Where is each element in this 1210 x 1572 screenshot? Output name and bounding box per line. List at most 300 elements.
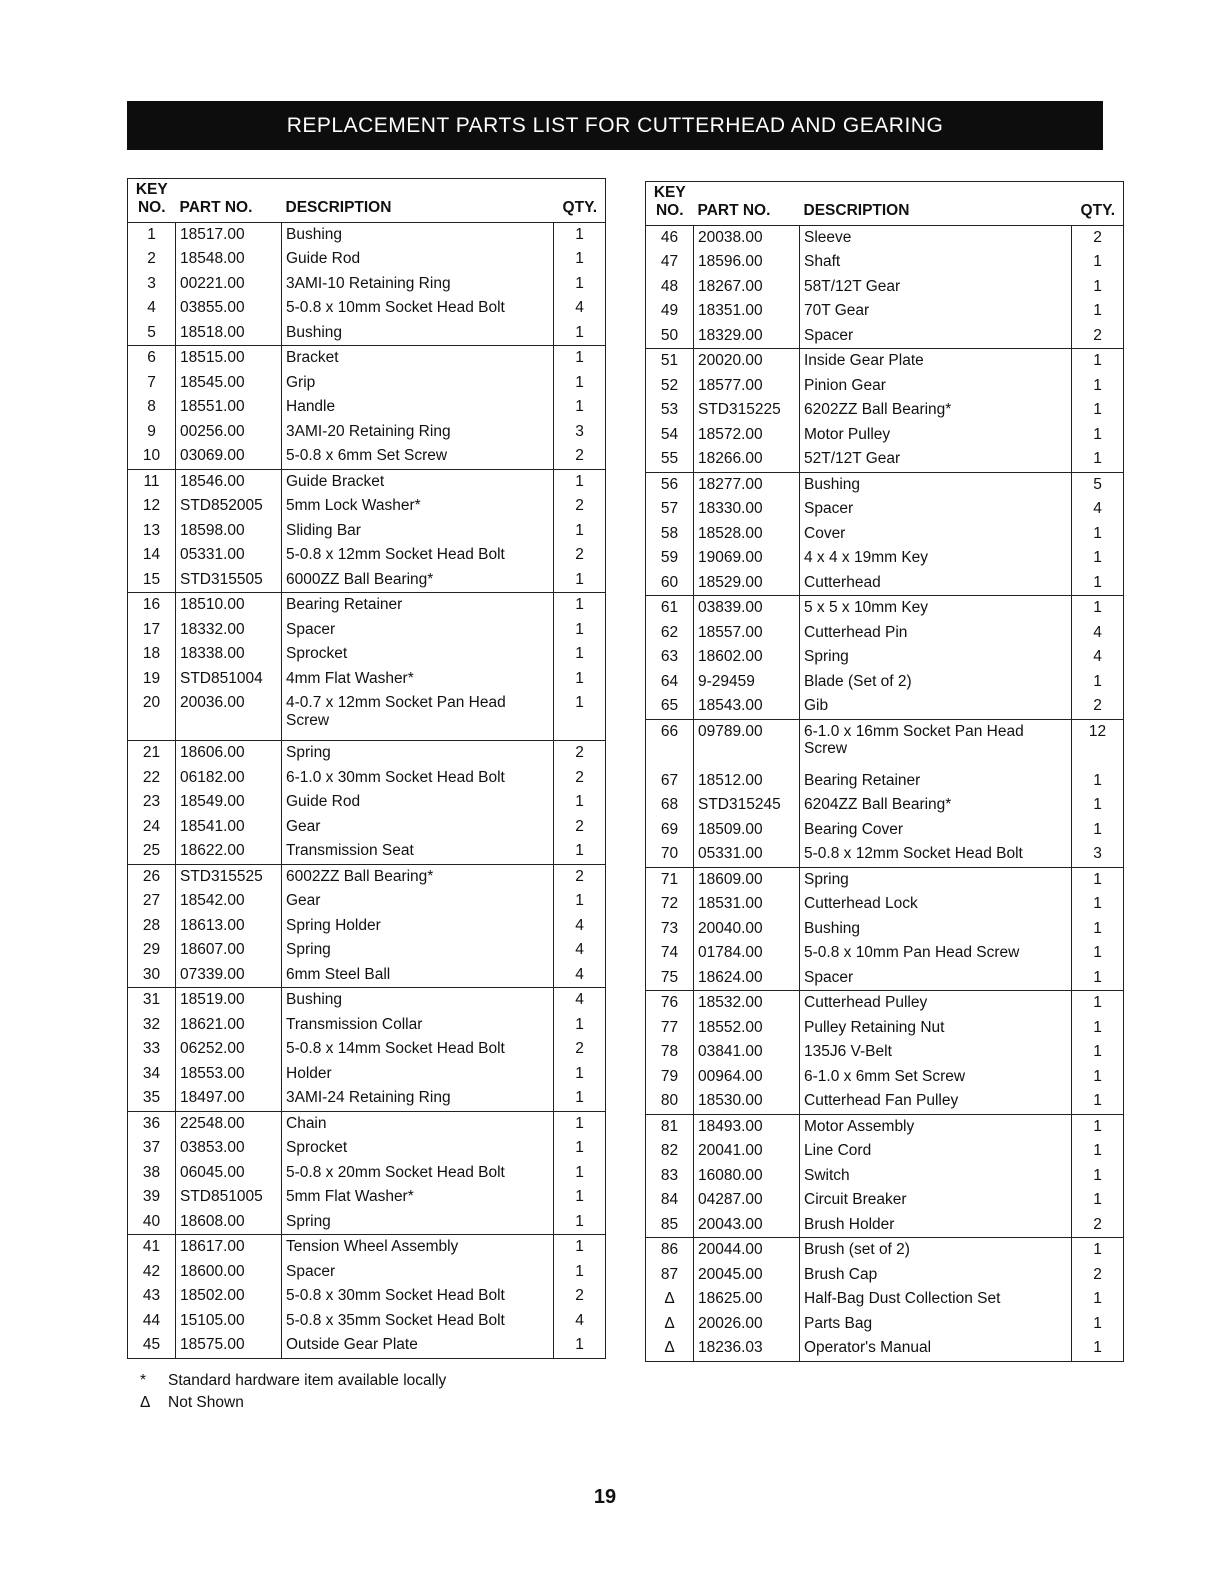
part-no-cell: 18502.00 — [176, 1284, 282, 1309]
qty-cell: 1 — [1072, 991, 1124, 1016]
key-no-cell: 69 — [660, 820, 679, 838]
part-no-cell: 18517.00 — [176, 222, 282, 247]
part-no-cell: 18518.00 — [176, 321, 282, 346]
part-no-cell: 18551.00 — [176, 395, 282, 420]
part-no-cell: 18236.03 — [694, 1336, 800, 1361]
description-cell: 5-0.8 x 12mm Socket Head Bolt — [282, 543, 554, 568]
key-no-cell: 78 — [660, 1043, 679, 1061]
qty-cell: 5 — [1072, 472, 1124, 497]
qty-cell: 1 — [1072, 1238, 1124, 1263]
qty-cell: 2 — [554, 766, 606, 791]
table-row — [646, 1016, 1124, 1041]
qty-cell: 2 — [554, 1284, 606, 1309]
description-cell: Blade (Set of 2) — [800, 670, 1072, 695]
footnotes — [140, 1370, 446, 1414]
part-no-cell: 20044.00 — [694, 1238, 800, 1263]
table-row — [128, 889, 606, 914]
part-no-cell: 9-29459 — [694, 670, 800, 695]
description-cell: 5-0.8 x 30mm Socket Head Bolt — [282, 1284, 554, 1309]
description-cell: Sprocket — [282, 642, 554, 667]
qty-cell: 1 — [1072, 1188, 1124, 1213]
table-row — [646, 1040, 1124, 1065]
table-row — [646, 1114, 1124, 1139]
description-cell: Line Cord — [800, 1139, 1072, 1164]
asterisk-note: Standard hardware item available locally — [168, 1372, 447, 1389]
part-no-cell: 15105.00 — [176, 1309, 282, 1334]
key-no-cell: 80 — [646, 1089, 694, 1114]
part-no-cell: 00256.00 — [176, 420, 282, 445]
part-no-cell: 18543.00 — [694, 694, 800, 719]
part-no-cell: 18531.00 — [694, 892, 800, 917]
table-row — [128, 864, 606, 889]
key-no-cell: Δ — [646, 1336, 694, 1361]
table-header-row — [646, 182, 1124, 226]
part-no-cell: 18510.00 — [176, 593, 282, 618]
part-no-cell: 18338.00 — [176, 642, 282, 667]
table-row — [128, 1260, 606, 1285]
key-no-cell: 81 — [660, 1117, 679, 1135]
table-row — [128, 469, 606, 494]
key-no-cell: 70 — [646, 842, 694, 867]
part-no-cell: 18602.00 — [694, 645, 800, 670]
part-no-cell: 18613.00 — [176, 914, 282, 939]
description-cell: 6204ZZ Ball Bearing* — [800, 793, 1072, 818]
part-no-cell: STD315225 — [694, 398, 800, 423]
part-no-cell: 18332.00 — [176, 618, 282, 643]
key-no-cell: 68 — [660, 796, 679, 814]
qty-cell: 12 — [1072, 719, 1124, 769]
table-row — [646, 892, 1124, 917]
description-cell: Brush Cap — [800, 1263, 1072, 1288]
table-row — [646, 571, 1124, 596]
table-row — [128, 519, 606, 544]
key-no-cell: 17 — [142, 620, 161, 638]
qty-cell: 1 — [554, 247, 606, 272]
description-cell: Bearing Cover — [800, 818, 1072, 843]
part-no-cell: 18625.00 — [694, 1287, 800, 1312]
part-no-cell: 18596.00 — [694, 250, 800, 275]
qty-cell: 1 — [1072, 1139, 1124, 1164]
key-no-cell: 76 — [660, 994, 679, 1012]
table-row — [646, 966, 1124, 991]
table-row — [128, 963, 606, 988]
qty-cell: 1 — [1072, 374, 1124, 399]
table-row — [128, 691, 606, 741]
part-no-cell: 20043.00 — [694, 1213, 800, 1238]
page-number: 19 — [593, 1486, 617, 1508]
description-cell: Spacer — [800, 324, 1072, 349]
part-no-cell: 18621.00 — [176, 1013, 282, 1038]
description-cell: Spring — [282, 1210, 554, 1235]
qty-cell: 1 — [554, 519, 606, 544]
parts-table-left — [127, 178, 606, 1359]
table-row — [646, 1238, 1124, 1263]
key-no-cell: 73 — [660, 919, 679, 937]
part-no-cell: 20026.00 — [694, 1312, 800, 1337]
key-no-cell: 56 — [660, 475, 679, 493]
key-no-cell: 9 — [147, 422, 156, 440]
qty-cell: 1 — [554, 1333, 606, 1358]
key-no-cell: 6 — [147, 349, 156, 367]
key-no-cell: 30 — [128, 963, 176, 988]
table-row — [128, 1136, 606, 1161]
description-cell: 6-1.0 x 16mm Socket Pan Head Screw — [800, 719, 1072, 769]
part-no-cell: 18532.00 — [694, 991, 800, 1016]
key-no-cell: 52 — [660, 376, 679, 394]
table-row — [128, 815, 606, 840]
qty-cell: 1 — [554, 642, 606, 667]
table-row — [128, 395, 606, 420]
qty-cell: 1 — [554, 1136, 606, 1161]
part-no-cell: 18600.00 — [176, 1260, 282, 1285]
description-cell: 5-0.8 x 12mm Socket Head Bolt — [800, 842, 1072, 867]
description-cell: 5mm Flat Washer* — [282, 1185, 554, 1210]
description-cell: Gib — [800, 694, 1072, 719]
key-no-cell: 21 — [142, 744, 161, 762]
qty-cell: 1 — [1072, 1114, 1124, 1139]
qty-cell: 1 — [554, 1235, 606, 1260]
description-cell: Spacer — [282, 1260, 554, 1285]
table-row — [128, 1037, 606, 1062]
key-no-cell: 59 — [660, 549, 679, 567]
qty-cell: 2 — [554, 444, 606, 469]
description-cell: 6002ZZ Ball Bearing* — [282, 864, 554, 889]
part-no-cell: 20020.00 — [694, 349, 800, 374]
part-no-cell: 00964.00 — [694, 1065, 800, 1090]
part-no-cell: 18557.00 — [694, 621, 800, 646]
key-no-cell: 55 — [646, 447, 694, 472]
qty-cell: 1 — [1072, 1040, 1124, 1065]
qty-cell: 3 — [554, 420, 606, 445]
qty-cell: 4 — [1072, 497, 1124, 522]
key-no-cell: 26 — [142, 867, 161, 885]
parts-table-left-body — [128, 222, 606, 1358]
part-no-cell: STD851004 — [176, 667, 282, 692]
table-row — [128, 1333, 606, 1358]
table-row — [646, 349, 1124, 374]
description-cell: Cutterhead Pulley — [800, 991, 1072, 1016]
description-cell: Handle — [282, 395, 554, 420]
part-no-cell: 18608.00 — [176, 1210, 282, 1235]
description-cell: Circuit Breaker — [800, 1188, 1072, 1213]
description-cell: Pinion Gear — [800, 374, 1072, 399]
part-no-cell: 00221.00 — [176, 272, 282, 297]
key-no-cell: 13 — [142, 521, 161, 539]
qty-cell: 1 — [554, 1161, 606, 1186]
part-no-cell: 18607.00 — [176, 938, 282, 963]
qty-cell: 1 — [1072, 867, 1124, 892]
key-no-cell: 1 — [147, 225, 156, 243]
key-no-cell: 48 — [660, 277, 679, 295]
table-row — [128, 839, 606, 864]
description-cell: Guide Rod — [282, 790, 554, 815]
table-row — [128, 543, 606, 568]
part-no-cell: 22548.00 — [176, 1111, 282, 1136]
key-no-cell: 43 — [142, 1287, 161, 1305]
description-cell: Holder — [282, 1062, 554, 1087]
qty-cell: 1 — [1072, 818, 1124, 843]
description-cell: 5 x 5 x 10mm Key — [800, 596, 1072, 621]
qty-cell: 2 — [554, 494, 606, 519]
qty-cell: 1 — [554, 889, 606, 914]
description-cell: Inside Gear Plate — [800, 349, 1072, 374]
description-cell: Pulley Retaining Nut — [800, 1016, 1072, 1041]
description-cell: Cutterhead Fan Pulley — [800, 1089, 1072, 1114]
qty-cell: 1 — [554, 272, 606, 297]
qty-cell: 1 — [1072, 1164, 1124, 1189]
qty-cell: 1 — [554, 568, 606, 593]
description-cell: 5-0.8 x 20mm Socket Head Bolt — [282, 1161, 554, 1186]
qty-cell: 1 — [1072, 423, 1124, 448]
table-row — [128, 988, 606, 1013]
table-row — [646, 250, 1124, 275]
description-cell: Transmission Collar — [282, 1013, 554, 1038]
table-row — [128, 247, 606, 272]
description-cell: 5-0.8 x 35mm Socket Head Bolt — [282, 1309, 554, 1334]
description-cell: 6mm Steel Ball — [282, 963, 554, 988]
part-no-cell: 18548.00 — [176, 247, 282, 272]
qty-header: QTY. — [554, 179, 606, 223]
key-no-cell: 50 — [646, 324, 694, 349]
qty-cell: 1 — [554, 395, 606, 420]
qty-cell: 1 — [554, 1013, 606, 1038]
key-no-cell: 57 — [660, 500, 679, 518]
part-no-cell: 07339.00 — [176, 963, 282, 988]
table-row — [128, 568, 606, 593]
qty-cell: 1 — [1072, 1287, 1124, 1312]
part-no-cell: 01784.00 — [694, 941, 800, 966]
qty-cell: 2 — [554, 741, 606, 766]
part-no-cell: 18546.00 — [176, 469, 282, 494]
table-row — [646, 769, 1124, 794]
key-no-cell: 24 — [142, 817, 161, 835]
qty-cell: 1 — [1072, 398, 1124, 423]
key-no-cell: 63 — [660, 648, 679, 666]
key-no-cell: 40 — [128, 1210, 176, 1235]
description-cell: Spring — [282, 741, 554, 766]
part-no-cell: 18351.00 — [694, 299, 800, 324]
description-cell: Sleeve — [800, 225, 1072, 250]
key-no-cell: 62 — [660, 623, 679, 641]
part-no-cell: 20045.00 — [694, 1263, 800, 1288]
key-no-cell: 25 — [128, 839, 176, 864]
key-no-cell: 8 — [147, 398, 156, 416]
qty-cell: 4 — [554, 296, 606, 321]
asterisk-symbol: * — [140, 1372, 147, 1389]
description-cell: 4mm Flat Washer* — [282, 667, 554, 692]
key-no-cell: 10 — [128, 444, 176, 469]
key-no-cell: 38 — [142, 1163, 161, 1181]
part-no-cell: 18329.00 — [694, 324, 800, 349]
table-row — [646, 1263, 1124, 1288]
key-no-cell: 71 — [660, 870, 679, 888]
footnote-not-shown — [140, 1392, 446, 1414]
key-no-cell: 28 — [142, 916, 161, 934]
key-no-cell: 5 — [128, 321, 176, 346]
page-title: REPLACEMENT PARTS LIST FOR CUTTERHEAD AND GEARING — [286, 113, 944, 137]
table-row — [646, 1312, 1124, 1337]
qty-cell: 4 — [554, 938, 606, 963]
table-row — [128, 667, 606, 692]
key-no-cell: 66 — [660, 722, 679, 740]
description-cell: Tension Wheel Assembly — [282, 1235, 554, 1260]
key-no-cell: 23 — [142, 793, 161, 811]
description-cell: Bushing — [282, 222, 554, 247]
description-cell: Bushing — [800, 917, 1072, 942]
key-no-cell: 31 — [142, 991, 161, 1009]
part-no-cell: 18598.00 — [176, 519, 282, 544]
qty-cell: 2 — [1072, 225, 1124, 250]
qty-cell: 1 — [1072, 670, 1124, 695]
qty-cell: 1 — [554, 222, 606, 247]
description-header: DESCRIPTION — [282, 179, 554, 223]
description-cell: 6000ZZ Ball Bearing* — [282, 568, 554, 593]
table-row — [128, 420, 606, 445]
description-cell: Sliding Bar — [282, 519, 554, 544]
qty-cell: 1 — [1072, 299, 1124, 324]
part-no-cell: STD852005 — [176, 494, 282, 519]
table-row — [128, 790, 606, 815]
part-no-cell: 05331.00 — [176, 543, 282, 568]
key-no-cell: 12 — [142, 497, 161, 515]
description-cell: Guide Rod — [282, 247, 554, 272]
description-cell: Gear — [282, 889, 554, 914]
table-row — [128, 766, 606, 791]
qty-cell: 1 — [1072, 275, 1124, 300]
footnote-asterisk — [140, 1370, 446, 1392]
qty-cell: 2 — [554, 1037, 606, 1062]
table-row — [646, 1213, 1124, 1238]
description-cell: Spacer — [800, 497, 1072, 522]
qty-cell: 4 — [1072, 621, 1124, 646]
key-no-cell: 67 — [660, 771, 679, 789]
description-cell: 5mm Lock Washer* — [282, 494, 554, 519]
description-cell: Parts Bag — [800, 1312, 1072, 1337]
table-row — [128, 371, 606, 396]
description-cell: Brush Holder — [800, 1213, 1072, 1238]
key-no-cell: 83 — [660, 1166, 679, 1184]
description-cell: Guide Bracket — [282, 469, 554, 494]
part-no-cell: STD315525 — [176, 864, 282, 889]
table-row — [646, 670, 1124, 695]
table-row — [128, 1013, 606, 1038]
qty-cell: 1 — [1072, 1089, 1124, 1114]
qty-cell: 1 — [1072, 966, 1124, 991]
table-row — [128, 321, 606, 346]
table-row — [646, 1089, 1124, 1114]
qty-cell: 1 — [554, 346, 606, 371]
key-no-cell: 72 — [660, 895, 679, 913]
key-no-cell: 85 — [646, 1213, 694, 1238]
table-row — [128, 642, 606, 667]
description-cell: Spring — [800, 645, 1072, 670]
part-no-cell: 18515.00 — [176, 346, 282, 371]
part-no-cell: 18609.00 — [694, 867, 800, 892]
part-no-cell: STD315245 — [694, 793, 800, 818]
description-cell: Spring — [800, 867, 1072, 892]
qty-cell: 1 — [1072, 546, 1124, 571]
key-no-cell: 33 — [142, 1040, 161, 1058]
table-row — [646, 225, 1124, 250]
description-cell: Cutterhead Pin — [800, 621, 1072, 646]
key-no-cell: 15 — [128, 568, 176, 593]
qty-cell: 1 — [1072, 941, 1124, 966]
qty-cell: 1 — [554, 371, 606, 396]
part-no-cell: 18266.00 — [694, 447, 800, 472]
key-no-cell: 82 — [660, 1142, 679, 1160]
table-row — [128, 593, 606, 618]
part-no-cell: 18277.00 — [694, 472, 800, 497]
table-row — [128, 1086, 606, 1111]
part-no-cell: 18267.00 — [694, 275, 800, 300]
part-no-cell: 18528.00 — [694, 522, 800, 547]
key-no-cell: 64 — [660, 672, 679, 690]
qty-cell: 1 — [554, 1062, 606, 1087]
qty-cell: 1 — [1072, 892, 1124, 917]
description-cell: 6202ZZ Ball Bearing* — [800, 398, 1072, 423]
table-row — [646, 522, 1124, 547]
delta-symbol: Δ — [140, 1394, 151, 1411]
qty-cell: 1 — [1072, 917, 1124, 942]
key-no-cell: 61 — [660, 599, 679, 617]
key-no-cell: 84 — [660, 1191, 679, 1209]
part-no-cell: 18617.00 — [176, 1235, 282, 1260]
description-cell: Cutterhead — [800, 571, 1072, 596]
key-no-cell: Δ — [664, 1314, 675, 1332]
key-no-cell: 60 — [646, 571, 694, 596]
table-row — [128, 1185, 606, 1210]
description-cell: Cover — [800, 522, 1072, 547]
part-no-cell: 03853.00 — [176, 1136, 282, 1161]
qty-cell: 2 — [554, 543, 606, 568]
description-cell: 3AMI-24 Retaining Ring — [282, 1086, 554, 1111]
table-row — [128, 346, 606, 371]
table-row — [646, 423, 1124, 448]
part-no-cell: 18577.00 — [694, 374, 800, 399]
part-no-cell: 18493.00 — [694, 1114, 800, 1139]
description-cell: Brush (set of 2) — [800, 1238, 1072, 1263]
part-no-cell: 18530.00 — [694, 1089, 800, 1114]
table-row — [646, 867, 1124, 892]
part-no-cell: 18549.00 — [176, 790, 282, 815]
key-no-cell: 16 — [142, 596, 161, 614]
description-cell: Operator's Manual — [800, 1336, 1072, 1361]
table-row — [128, 1284, 606, 1309]
qty-cell: 1 — [554, 593, 606, 618]
part-no-cell: 04287.00 — [694, 1188, 800, 1213]
table-row — [646, 398, 1124, 423]
qty-cell: 1 — [554, 1086, 606, 1111]
part-no-cell: 06252.00 — [176, 1037, 282, 1062]
key-no-header: KEY NO. — [128, 179, 176, 223]
page-title-banner — [127, 101, 1103, 150]
qty-cell: 4 — [1072, 645, 1124, 670]
table-row — [128, 494, 606, 519]
table-row — [646, 497, 1124, 522]
part-no-cell: 18509.00 — [694, 818, 800, 843]
description-cell: 4-0.7 x 12mm Socket Pan Head Screw — [282, 691, 554, 741]
description-cell: 5-0.8 x 6mm Set Screw — [282, 444, 554, 469]
part-no-cell: 18552.00 — [694, 1016, 800, 1041]
qty-cell: 2 — [554, 864, 606, 889]
table-row — [128, 1111, 606, 1136]
key-no-cell: 54 — [660, 425, 679, 443]
part-no-cell: 18330.00 — [694, 497, 800, 522]
table-row — [128, 444, 606, 469]
description-cell: Bearing Retainer — [800, 769, 1072, 794]
qty-cell: 1 — [554, 790, 606, 815]
part-no-cell: 06182.00 — [176, 766, 282, 791]
